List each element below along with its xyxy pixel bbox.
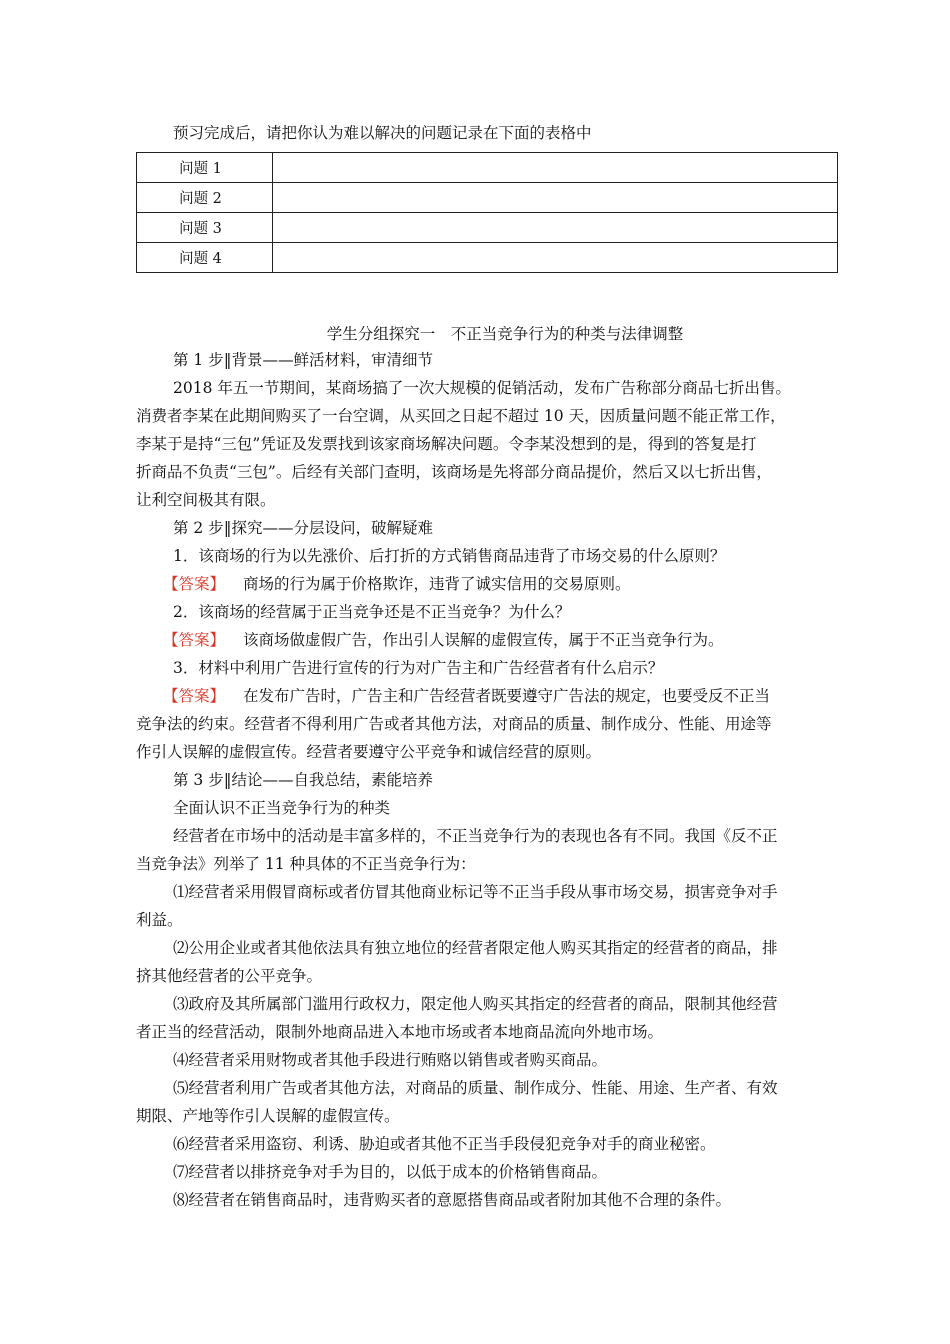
- list-item: ⑸经营者利用广告或者其他方法，对商品的质量、制作成分、性能、用途、生产者、有效: [173, 1079, 778, 1097]
- table-intro: 预习完成后，请把你认为难以解决的问题记录在下面的表格中: [173, 124, 592, 142]
- answer-text: 在发布广告时，广告主和广告经营者既要遵守广告法的规定，也要受反不正当: [243, 687, 771, 705]
- step3-heading: 第 3 步‖结论——自我总结，素能培养: [173, 771, 433, 789]
- list-item: ⑴经营者采用假冒商标或者仿冒其他商业标记等不正当手段从事市场交易，损害竞争对手: [173, 883, 778, 901]
- answer-cell[interactable]: [273, 243, 838, 273]
- answer-2: [163, 629, 724, 651]
- section-title: 学生分组探究一 不正当竞争行为的种类与法律调整: [326, 325, 684, 343]
- answer-cell[interactable]: [273, 213, 838, 243]
- step3-intro-line: 经营者在市场中的活动是丰富多样的，不正当竞争行为的表现也各有不同。我国《反不正: [173, 827, 778, 845]
- list-item-cont: 者正当的经营活动，限制外地商品进入本地市场或者本地商品流向外地市场。: [136, 1023, 664, 1041]
- list-item: ⑺经营者以排挤竞争对手为目的，以低于成本的价格销售商品。: [173, 1163, 608, 1181]
- step1-line: 2018 年五一节期间，某商场搞了一次大规模的促销活动，发布广告称部分商品七折出售。: [173, 379, 791, 397]
- question-1: 1．该商场的行为以先涨价、后打折的方式销售商品违背了市场交易的什么原则？: [173, 547, 726, 565]
- step1-line: 李某于是持“三包”凭证及发票找到该家商场解决问题。令李某没想到的是，得到的答复是打: [136, 435, 757, 453]
- step2-heading: 第 2 步‖探究——分层设问，破解疑难: [173, 519, 433, 537]
- question-2: 2．该商场的经营属于正当竞争还是不正当竞争？为什么？: [173, 603, 571, 621]
- answer-tag: 【答案】: [163, 575, 226, 593]
- list-item: ⑹经营者采用盗窃、利诱、胁迫或者其他不正当手段侵犯竞争对手的商业秘密。: [173, 1135, 716, 1153]
- row-label: 问题 4: [137, 243, 273, 273]
- list-item: ⑶政府及其所属部门滥用行政权力，限定他人购买其指定的经营者的商品，限制其他经营: [173, 995, 778, 1013]
- table-row: [137, 243, 838, 273]
- answer-cell[interactable]: [273, 183, 838, 213]
- row-label: 问题 2: [137, 183, 273, 213]
- row-label: 问题 1: [137, 153, 273, 183]
- list-item-cont: 期限、产地等作引人误解的虚假宣传。: [136, 1107, 400, 1125]
- step3-intro-line: 当竞争法》列举了 11 种具体的不正当竞争行为：: [136, 855, 476, 873]
- answer-3: [163, 685, 770, 707]
- step1-heading: 第 1 步‖背景——鲜活材料，审清细节: [173, 351, 433, 369]
- list-item: ⑵公用企业或者其他依法具有独立地位的经营者限定他人购买其指定的经营者的商品，排: [173, 939, 778, 957]
- answer-1: [163, 573, 631, 595]
- answer-3-line: 作引人误解的虚假宣传。经营者要遵守公平竞争和诚信经营的原则。: [136, 743, 602, 761]
- step1-line: 消费者李某在此期间购买了一台空调，从买回之日起不超过 10 天，因质量问题不能正常工作，: [136, 407, 786, 425]
- answer-cell[interactable]: [273, 153, 838, 183]
- table-row: [137, 153, 838, 183]
- step3-subheading: 全面认识不正当竞争行为的种类: [173, 799, 391, 817]
- list-item-cont: 利益。: [136, 911, 183, 929]
- answer-tag: 【答案】: [163, 631, 226, 649]
- answer-text: 商场的行为属于价格欺诈，违背了诚实信用的交易原则。: [243, 575, 631, 593]
- table-row: [137, 183, 838, 213]
- list-item: ⑷经营者采用财物或者其他手段进行贿赂以销售或者购买商品。: [173, 1051, 608, 1069]
- question-table: [136, 152, 838, 273]
- answer-3-line: 竞争法的约束。经营者不得利用广告或者其他方法，对商品的质量、制作成分、性能、用途等: [136, 715, 772, 733]
- list-item: ⑻经营者在销售商品时，违背购买者的意愿搭售商品或者附加其他不合理的条件。: [173, 1191, 732, 1209]
- table-row: [137, 213, 838, 243]
- step1-line: 让利空间极其有限。: [136, 491, 276, 509]
- list-item-cont: 挤其他经营者的公平竞争。: [136, 967, 323, 985]
- answer-text: 该商场做虚假广告，作出引人误解的虚假宣传，属于不正当竞争行为。: [243, 631, 724, 649]
- step1-line: 折商品不负责“三包”。后经有关部门查明，该商场是先将部分商品提价，然后又以七折出售，: [136, 463, 772, 481]
- row-label: 问题 3: [137, 213, 273, 243]
- answer-tag: 【答案】: [163, 687, 226, 705]
- question-3: 3．材料中利用广告进行宣传的行为对广告主和广告经营者有什么启示？: [173, 659, 664, 677]
